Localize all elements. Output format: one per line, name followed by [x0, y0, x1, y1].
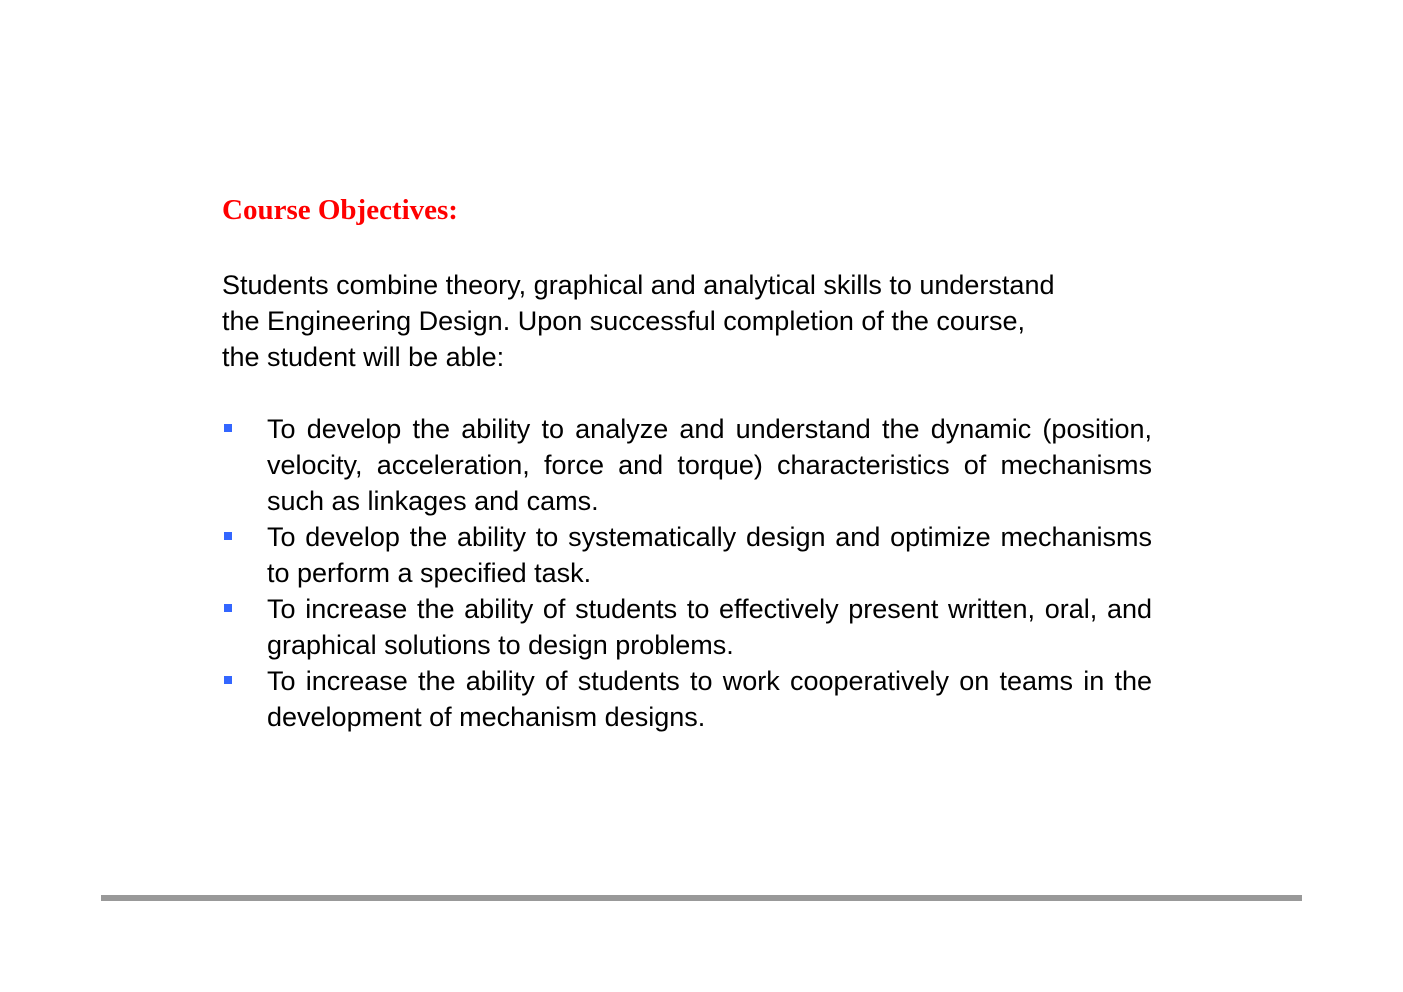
- square-bullet-icon: [224, 604, 232, 612]
- objectives-list: [222, 411, 1152, 735]
- objective-text: To increase the ability of students to effectively present written, oral, and graphical solutions to design problems.: [267, 594, 1152, 660]
- objective-text: To develop the ability to systematically design and optimize mechanisms to perform a specified task.: [267, 522, 1152, 588]
- objective-text: To develop the ability to analyze and understand the dynamic (position, velocity, acceleration, force and torque) characteristics of mechanisms such as linkages and cams.: [267, 414, 1152, 516]
- footer-divider-bar: [101, 895, 1302, 901]
- intro-paragraph: [222, 267, 1162, 375]
- objective-item: [222, 663, 1152, 735]
- objective-item: [222, 591, 1152, 663]
- intro-line: the Engineering Design. Upon successful completion of the course,: [222, 306, 1025, 336]
- objective-text: To increase the ability of students to work cooperatively on teams in the development of mechanism designs.: [267, 666, 1152, 732]
- square-bullet-icon: [224, 532, 232, 540]
- intro-line: the student will be able:: [222, 342, 505, 372]
- objective-item: [222, 519, 1152, 591]
- intro-line: Students combine theory, graphical and analytical skills to understand: [222, 270, 1055, 300]
- objective-item: [222, 411, 1152, 519]
- square-bullet-icon: [224, 424, 232, 432]
- square-bullet-icon: [224, 676, 232, 684]
- slide-title: Course Objectives:: [222, 194, 458, 226]
